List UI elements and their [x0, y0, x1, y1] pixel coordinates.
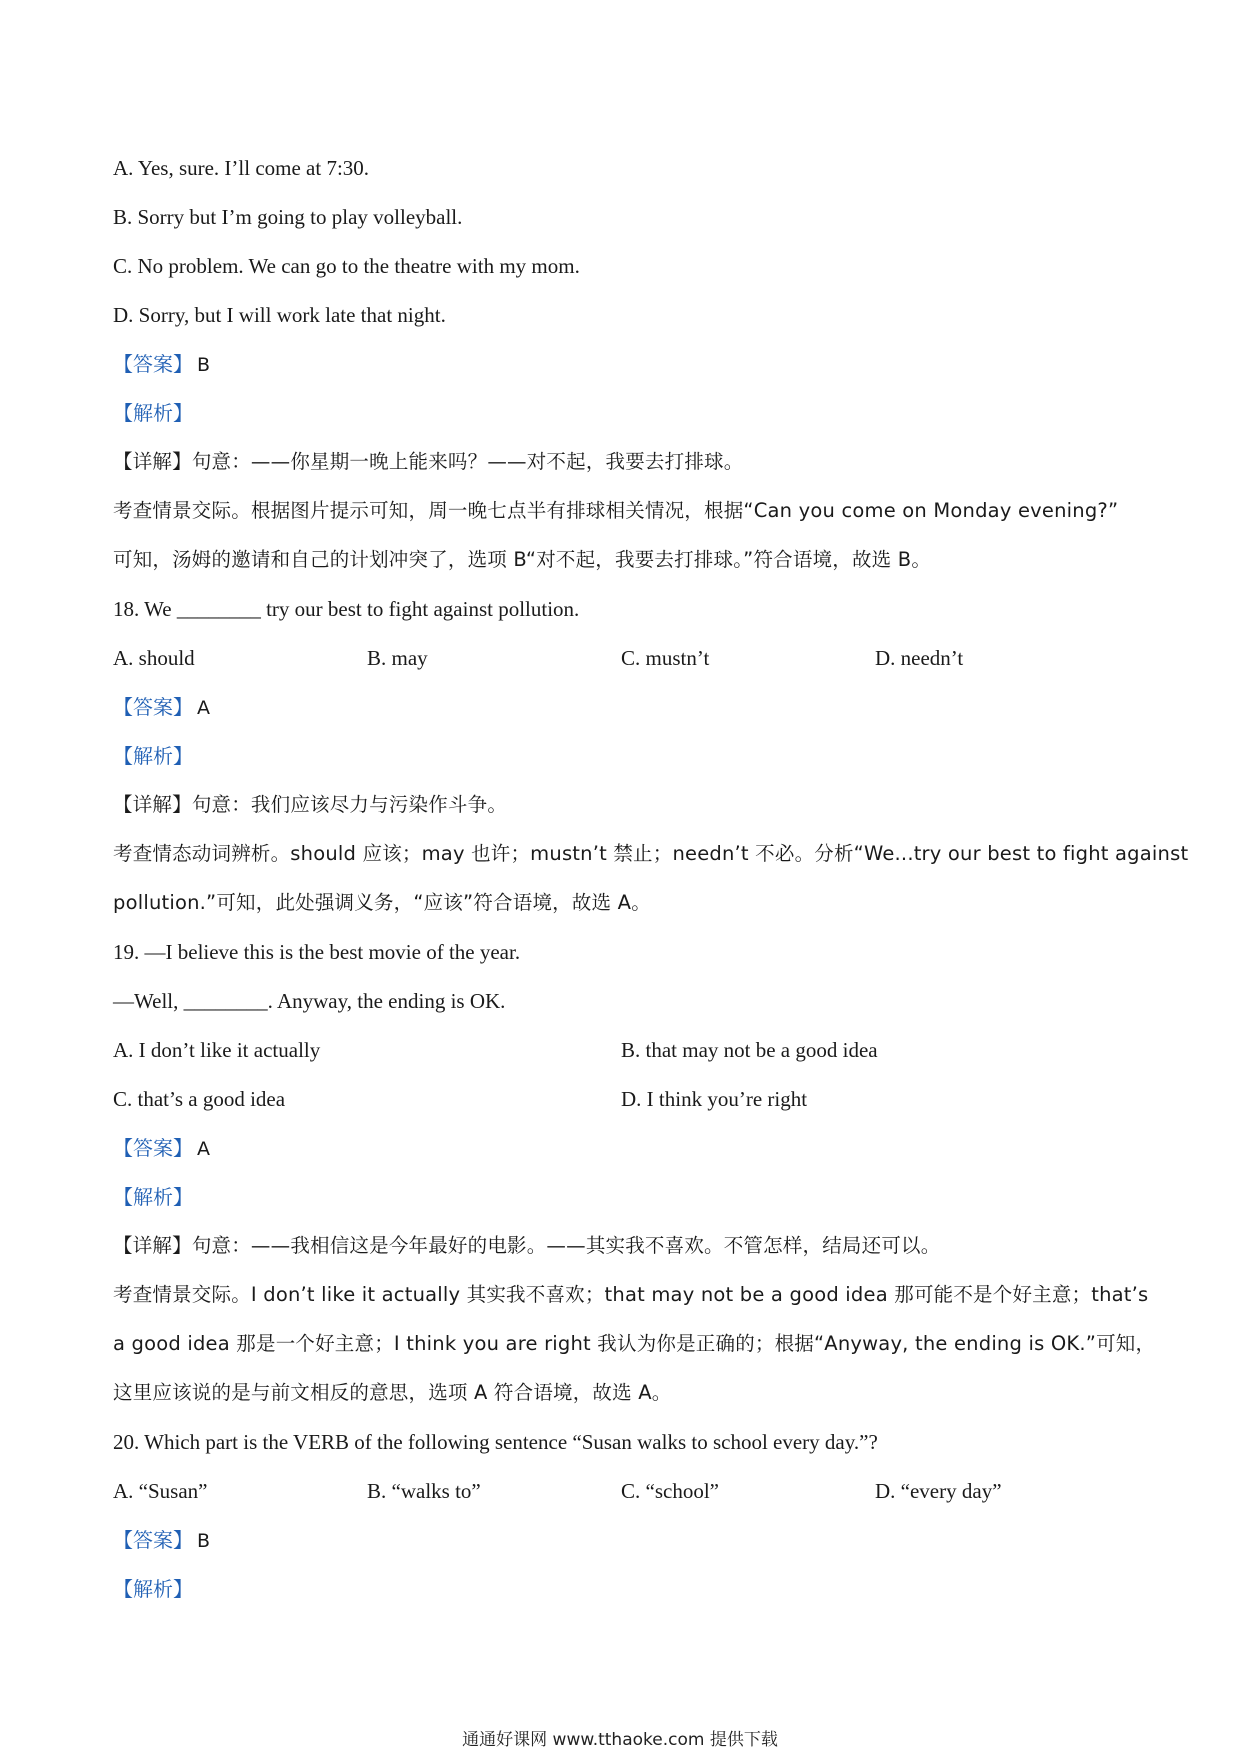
q19-option-a: A. I don’t like it actually [113, 1038, 321, 1062]
answer-value: B [197, 1530, 211, 1552]
answer-value: A [197, 1138, 210, 1160]
answer-tag: 【答案】 [113, 352, 193, 376]
q17-explanation-2: 可知，汤姆的邀请和自己的计划冲突了，选项 B“对不起，我要去打排球。”符合语境，故选 B。 [113, 548, 932, 571]
analysis-tag: 【解析】 [113, 401, 193, 425]
q18-answer [113, 692, 1133, 723]
q18-analysis [113, 741, 1133, 771]
answer-tag: 【答案】 [113, 1528, 193, 1552]
detail-tag: 【详解】 [113, 793, 192, 816]
q17-explanation-1: 考查情景交际。根据图片提示可知，周一晚七点半有排球相关情况，根据“Can you come on Monday evening?” [113, 499, 1119, 522]
detail-text: 句意：我们应该尽力与污染作斗争。 [191, 793, 508, 816]
analysis-tag: 【解析】 [113, 1577, 193, 1601]
q19-analysis [113, 1182, 1133, 1212]
q17-option-c: C. No problem. We can go to the theatre with my mom. [113, 254, 580, 278]
q17-answer [113, 349, 1133, 380]
q20-answer [113, 1525, 1133, 1556]
q18-option-b: B. may [367, 646, 428, 670]
q19-option-d: D. I think you’re right [621, 1087, 808, 1111]
answer-tag: 【答案】 [113, 1136, 193, 1160]
analysis-tag: 【解析】 [113, 1185, 193, 1209]
q19-answer [113, 1133, 1133, 1164]
q17-option-a: A. Yes, sure. I’ll come at 7:30. [113, 156, 370, 180]
q20-option-b: B. “walks to” [367, 1479, 481, 1503]
q19-stem-1: 19. —I believe this is the best movie of the year. [113, 940, 521, 964]
detail-text: 句意：——我相信这是今年最好的电影。——其实我不喜欢。不管怎样，结局还可以。 [191, 1234, 941, 1257]
q19-explanation-1: 考查情景交际。I don’t like it actually 其实我不喜欢；that may not be a good idea 那可能不是个好主意；that’s [113, 1283, 1149, 1306]
q19-option-c: C. that’s a good idea [113, 1087, 286, 1111]
q19-option-b: B. that may not be a good idea [621, 1038, 878, 1062]
answer-value: A [197, 697, 210, 719]
q19-detail [113, 1231, 1133, 1261]
q17-detail [113, 447, 1133, 477]
answer-value: B [197, 354, 211, 376]
answer-tag: 【答案】 [113, 695, 193, 719]
q20-analysis [113, 1574, 1133, 1604]
detail-tag: 【详解】 [113, 450, 192, 473]
q18-option-c: C. mustn’t [621, 646, 710, 670]
q17-option-d: D. Sorry, but I will work late that night. [113, 303, 446, 327]
q18-detail [113, 790, 1133, 820]
q20-stem: 20. Which part is the VERB of the following sentence “Susan walks to school every day.”? [113, 1430, 878, 1454]
q20-option-a: A. “Susan” [113, 1479, 208, 1503]
q17-option-b: B. Sorry but I’m going to play volleyball. [113, 205, 463, 229]
q17-analysis [113, 398, 1133, 428]
q18-stem: 18. We ________ try our best to fight against pollution. [113, 597, 580, 621]
q18-explanation-2: pollution.”可知，此处强调义务，“应该”符合语境，故选 A。 [113, 891, 651, 914]
q19-explanation-2: a good idea 那是一个好主意；I think you are right 我认为你是正确的；根据“Anyway, the ending is OK.”可知， [113, 1332, 1156, 1355]
q20-option-d: D. “every day” [875, 1479, 1002, 1503]
analysis-tag: 【解析】 [113, 744, 193, 768]
detail-text: 句意：——你星期一晚上能来吗？——对不起，我要去打排球。 [191, 450, 744, 473]
q20-option-c: C. “school” [621, 1479, 719, 1503]
q18-explanation-1: 考查情态动词辨析。should 应该；may 也许；mustn’t 禁止；needn’t 不必。分析“We...try our best to fight against [113, 842, 1189, 865]
detail-tag: 【详解】 [113, 1234, 192, 1257]
q18-option-a: A. should [113, 646, 195, 670]
page-footer: 通通好课网 www.tthaoke.com 提供下载 [462, 1730, 778, 1750]
q19-stem-2: —Well, ________. Anyway, the ending is OK. [113, 989, 506, 1013]
q18-option-d: D. needn’t [875, 646, 964, 670]
q19-explanation-3: 这里应该说的是与前文相反的意思，选项 A 符合语境，故选 A。 [113, 1381, 672, 1404]
